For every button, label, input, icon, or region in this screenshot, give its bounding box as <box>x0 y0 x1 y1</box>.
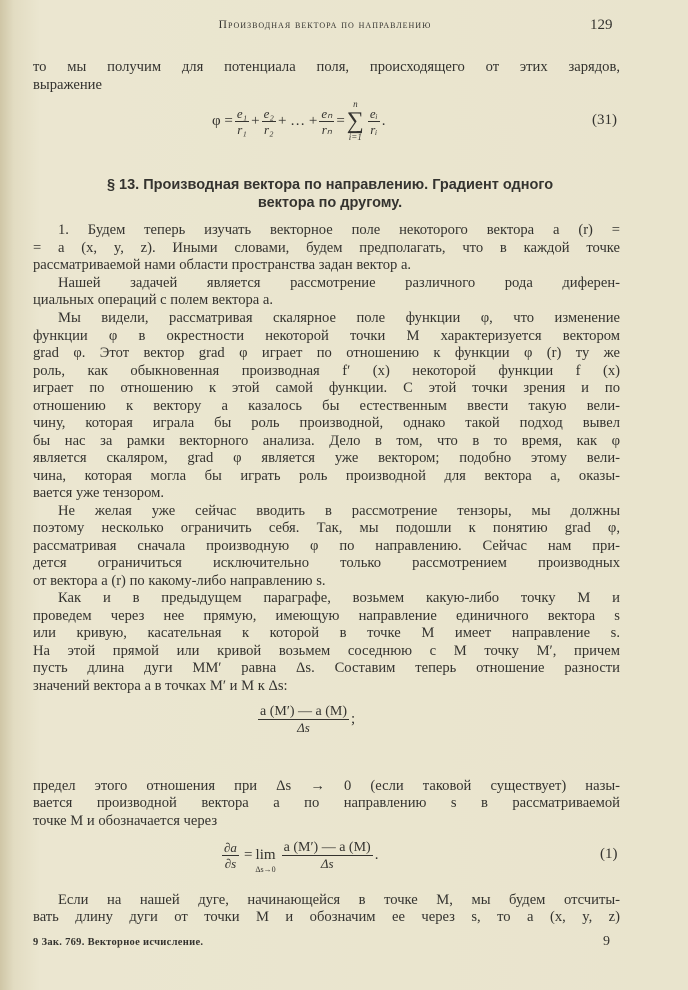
formula-part: a (M′) — a (M) <box>260 704 348 719</box>
text-line: проведем через нее прямую, имеющую направление единичного вектора s <box>33 608 620 624</box>
text-line: Мы видели, рассматривая скалярное поле функции φ, что изменение <box>58 310 620 326</box>
text-line: циальных операций с полем вектора a. <box>33 292 274 308</box>
formula-1 <box>220 836 378 874</box>
formula-part: e₂ <box>263 105 274 121</box>
formula-part: ∂s <box>224 855 237 871</box>
text-line: от вектора a (r) по какому-либо направлению s. <box>33 573 326 589</box>
formula-part: Δs <box>297 720 310 735</box>
text-line: вается уже тензором. <box>33 485 165 501</box>
formula-part: i=1 <box>348 132 362 142</box>
formula-part: lim <box>255 847 276 863</box>
footer-note: 9 Зак. 769. Векторное исчисление. <box>33 937 204 948</box>
text-line: бы нас за рамки векторного анализа. Дело в том, что в то время, как φ <box>33 433 620 449</box>
text-line: Нашей задачей является рассмотрение различного рода диферен- <box>58 275 620 291</box>
text-line: является скаляром, grad φ является уже вектором; подобно этому вели- <box>33 450 620 466</box>
formula-part: + … + <box>277 112 318 129</box>
equation-number: (31) <box>592 112 617 128</box>
formula-part: r₁ <box>237 121 247 137</box>
text-line: точке M и обозначается через <box>33 813 218 829</box>
text-line: значений вектора a в точках M′ и M к Δs: <box>33 678 288 694</box>
text-line: или кривую, касательная к которой в точке M имеет направление s. <box>33 625 620 641</box>
text-line: 1. Будем теперь изучать векторное поле некоторого вектора a (r) = <box>58 222 620 238</box>
formula-part: Δs→0 <box>255 865 276 874</box>
text-line: чина, которая могла бы играть роль производной для вектора a, оказы- <box>33 468 620 484</box>
formula-part: a (M′) — a (M) <box>283 839 371 855</box>
text-line: предел этого отношения при Δs → 0 (если таковой существует) назы- <box>33 778 620 794</box>
section-heading: вектора по другому. <box>257 195 403 211</box>
formula-part: + <box>251 112 260 129</box>
text-line: Как и в предыдущем параграфе, возьмем какую-либо точку M и <box>58 590 620 606</box>
formula-31 <box>212 100 385 142</box>
formula-part: rᵢ <box>370 121 378 137</box>
text-line: играет по отношению к этой самой функции. С этой точки зрения и по <box>33 380 620 396</box>
text-line: выражение <box>33 77 102 93</box>
text-line: пусть длина дуги MM′ равна Δs. Составим теперь отношение разности <box>33 660 620 676</box>
formula-part: = <box>243 846 253 863</box>
page-number: 129 <box>590 17 613 33</box>
formula-part: φ = <box>212 112 233 129</box>
formula-part: r₂ <box>263 121 274 137</box>
sum-sign: ∑ <box>346 108 364 134</box>
text-line: отношению к вектору a казалось бы естественным ввести такую вели- <box>33 398 620 414</box>
formula-part: eₙ <box>321 105 333 121</box>
formula-part: rₙ <box>321 121 332 137</box>
equation-number: (1) <box>600 846 618 862</box>
formula-part: = <box>336 112 345 129</box>
text-line: рассматриваемой нами области пространства задан вектор a. <box>33 257 412 273</box>
formula-part: n <box>353 99 358 109</box>
text-line: На этой прямой или кривой возьмем соседнюю с M точку M′, причем <box>33 643 620 659</box>
text-line: Если на нашей дуге, начинающейся в точке M, мы будем отсчиты- <box>58 892 620 908</box>
ratio-formula <box>256 704 355 735</box>
formula-part: Δs <box>320 855 334 871</box>
text-line: grad φ. Этот вектор grad φ играет по отношению к функции φ (r) ту же <box>33 345 620 361</box>
formula-part: . <box>374 846 379 863</box>
formula-part: eᵢ <box>369 105 378 121</box>
text-line: чину, которая играла бы роль производной, однако такой подход вывел <box>33 415 620 431</box>
running-title: Производная вектора по направлению <box>218 19 432 31</box>
text-line: вать длину дуги от точки M и обозначим ее через s, то a (x, y, z) <box>33 909 620 925</box>
text-line: то мы получим для потенциала поля, происходящего от этих зарядов, <box>33 59 620 75</box>
text-line: дется ограничиться исключительно только рассмотрением производных <box>33 555 620 571</box>
text-line: поэтому несколько ограничить себя. Так, мы подошли к понятию grad φ, <box>33 520 620 536</box>
section-heading: § 13. Производная вектора по направлению. Градиент одного <box>106 177 554 193</box>
formula-part: . <box>381 112 386 129</box>
text-line: вается производной вектора a по направлению s в рассматриваемой <box>33 795 620 811</box>
text-line: Не желая уже сейчас вводить в рассмотрение тензоры, мы должны <box>58 503 620 519</box>
signature-mark: 9 <box>603 934 610 949</box>
text-line: роль, как обыкновенная производная f′ (x) некоторой функции f (x) <box>33 363 620 379</box>
formula-part: ; <box>351 711 356 727</box>
text-line: рассматривая сначала производную φ по направлению. Сейчас нам при- <box>33 538 620 554</box>
text-line: = a (x, y, z). Иными словами, будем предполагать, что в каждой точке <box>33 240 620 256</box>
formula-part: e₁ <box>236 105 248 121</box>
text-line: функции φ в окрестности некоторой точки M характеризуется вектором <box>33 328 620 344</box>
formula-part: ∂a <box>224 839 237 855</box>
